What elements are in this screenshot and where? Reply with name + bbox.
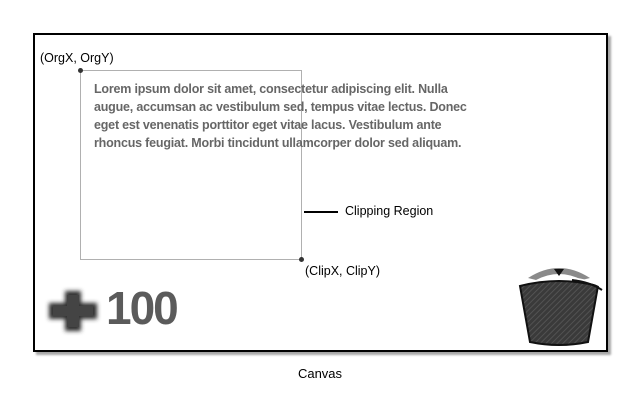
canvas-caption: Canvas [297, 366, 343, 381]
clip-text-line: rhoncus feugiat. Morbi tincidunt ullamcorper dolor sed aliquam. [94, 136, 462, 150]
clipped-text [94, 80, 514, 152]
clip-text-line: eget est venenatis porttitor eget vitae lacus. Vestibulum ante [94, 118, 442, 132]
origin-label: (OrgX, OrgY) [40, 51, 114, 65]
plus-icon [45, 287, 101, 335]
health-value: 100 [106, 282, 177, 334]
fuel-gauge-icon [512, 258, 606, 350]
clip-corner-point-marker [299, 257, 304, 262]
clipping-region-leader-line [304, 211, 338, 213]
clipping-region-label: Clipping Region [345, 204, 434, 218]
clip-text-line: Lorem ipsum dolor sit amet, consectetur adipiscing elit. Nulla [94, 82, 448, 96]
clip-corner-label: (ClipX, ClipY) [305, 264, 381, 278]
clip-text-line: augue, accumsan ac vestibulum sed, tempus vitae lectus. Donec [94, 100, 467, 114]
origin-point-marker [78, 68, 83, 73]
